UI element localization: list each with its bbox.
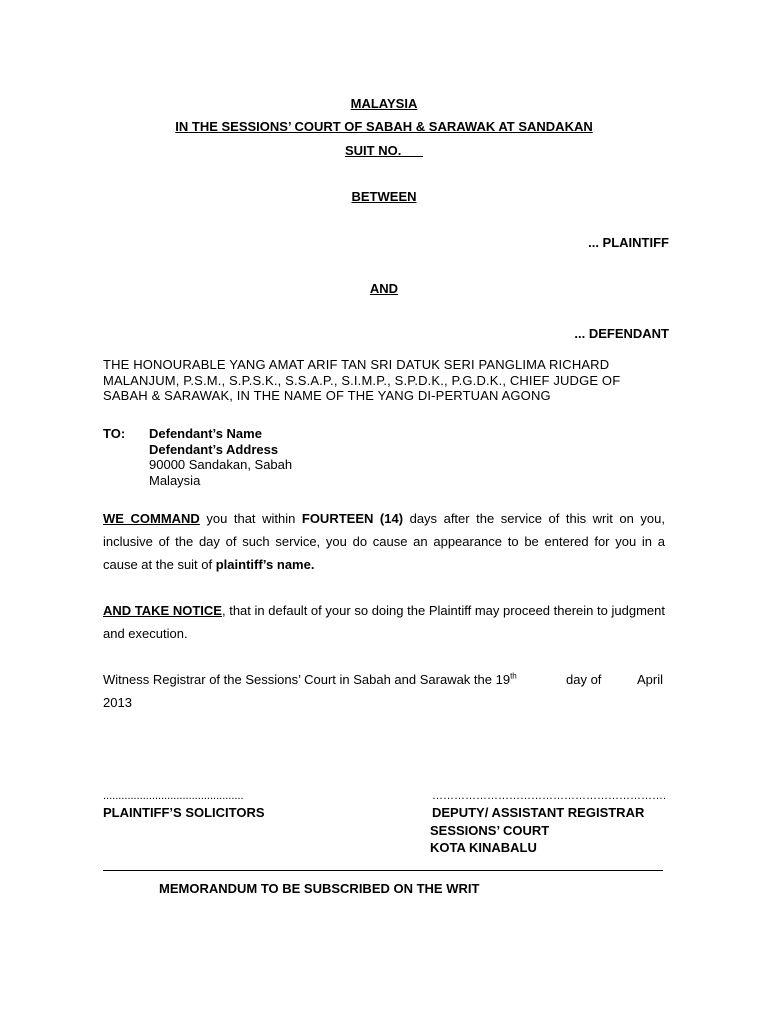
witness-sentence: Witness Registrar of the Sessions’ Court in Sabah and Sarawak the 19 [103,672,511,687]
notice-text: , that in default of your so doing the Plaintiff may proceed therein to judgment and execution. [103,603,665,641]
notice-paragraph [103,599,665,645]
witness-month: April [637,672,664,687]
honourable-line: THE HONOURABLE YANG AMAT ARIF TAN SRI DATUK SERI PANGLIMA RICHARD [103,357,610,372]
registrar-signature-line: ………………………………………………………. [432,790,667,802]
command-days: FOURTEEN (14) [301,511,404,526]
witness-day-of: day of [566,672,602,687]
defendant-label: ... DEFENDANT [574,326,669,341]
notice-lead: AND TAKE NOTICE [103,603,222,618]
command-text-1: you that within [199,511,302,526]
witness-text [103,672,517,687]
witness-year: 2013 [103,695,132,710]
suit-number [0,143,768,158]
to-label: TO: [103,426,126,441]
defendant-country: Malaysia [149,472,201,488]
and-heading: AND [369,281,399,296]
suit-label: SUIT NO. [344,143,402,158]
command-lead: WE COMMAND [103,511,200,526]
registrar-location: KOTA KINABALU [430,840,537,855]
country-heading: MALAYSIA [350,96,418,111]
honourable-line: MALANJUM, P.S.M., S.P.S.K., S.S.A.P., S.I.M.P., S.P.D.K., P.G.D.K., CHIEF JUDGE OF [103,372,621,388]
registrar-court: SESSIONS’ COURT [430,823,550,838]
witness-day-suffix: th [510,671,517,681]
plaintiff-name: plaintiff’s name. [215,557,315,572]
defendant-city: 90000 Sandakan, Sabah [149,457,293,472]
honourable-line: SABAH & SARAWAK, IN THE NAME OF THE YANG DI-PERTUAN AGONG [103,388,551,403]
registrar-title: DEPUTY/ ASSISTANT REGISTRAR [432,805,645,820]
court-heading: IN THE SESSIONS’ COURT OF SABAH & SARAWAK AT SANDAKAN [175,119,593,134]
solicitor-signature-line: .............................................. [103,790,244,802]
solicitor-title: PLAINTIFF’S SOLICITORS [103,805,265,820]
suit-blank [401,143,423,158]
command-paragraph [103,507,665,576]
divider [103,870,663,871]
defendant-name: Defendant’s Name [149,426,262,441]
between-heading: BETWEEN [351,189,417,204]
memorandum-title: MEMORANDUM TO BE SUBSCRIBED ON THE WRIT [159,881,480,896]
command-text-2: days after the service of this writ on you, inclusive of the day of such service, you do cause an appearance to be entered for you in a cause at the suit of [103,511,665,572]
honourable-paragraph [103,357,665,404]
plaintiff-label: ... PLAINTIFF [588,235,669,250]
addressee-block [149,426,292,488]
defendant-address: Defendant’s Address [149,441,279,457]
